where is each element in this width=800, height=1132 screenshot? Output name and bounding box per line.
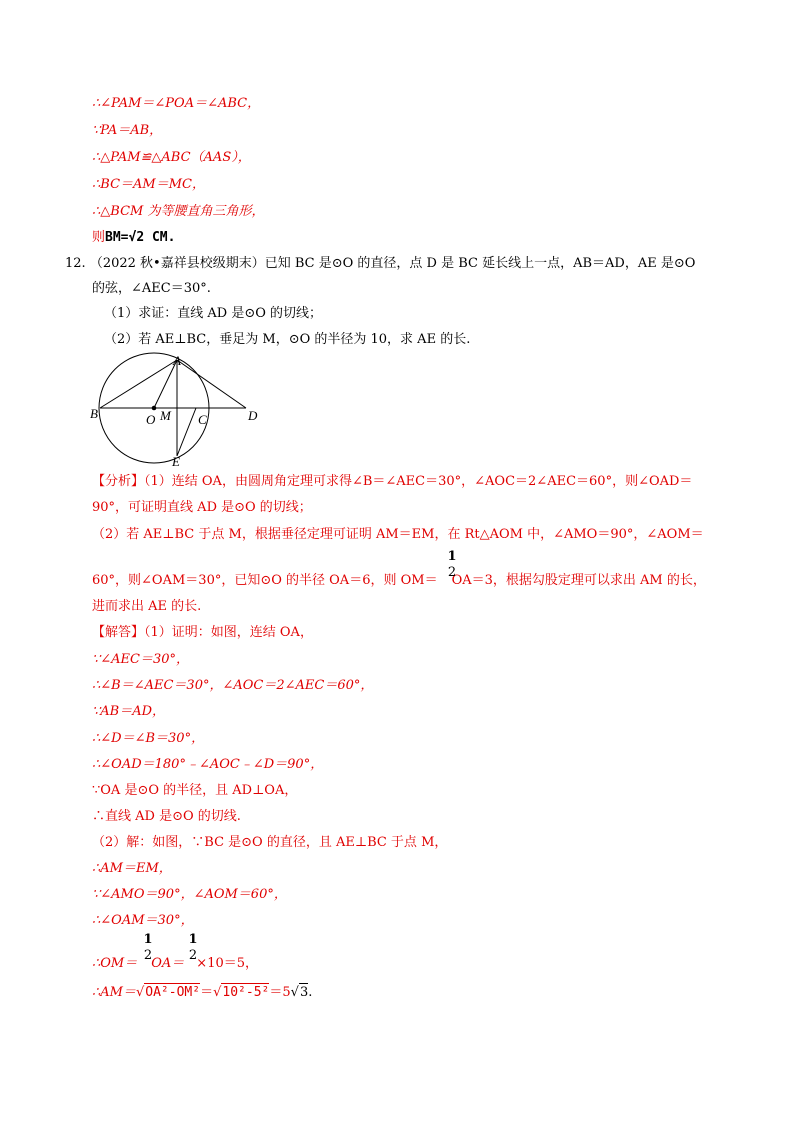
question-2: （2）若 AE⊥BC，垂足为 M，⊙O 的半径为 10，求 AE 的长. — [104, 332, 471, 347]
label-o: O — [146, 412, 156, 427]
analysis-line — [92, 572, 706, 590]
line-ad — [177, 360, 246, 408]
analysis-line: 进而求出 AE 的长. — [92, 599, 202, 614]
solution-line: ∴∠B＝∠AEC＝30°，∠AOC＝2∠AEC＝60°， — [92, 678, 374, 693]
fraction-numerator: 1 — [447, 549, 457, 564]
problem-line-1 — [65, 255, 695, 273]
bm-prefix: 则 — [92, 230, 106, 245]
answer-line: ∴BC＝AM＝MC， — [92, 177, 205, 192]
radicand-1: OA²-OM² — [145, 985, 201, 1000]
solution-line: ∵∠AEC＝30°， — [92, 652, 190, 667]
line-ec — [177, 408, 196, 456]
om-lhs: ∴OM＝ — [92, 956, 138, 971]
analysis-line: 90°，可证明直线 AD 是⊙O 的切线； — [92, 500, 312, 515]
solution-line: ∴∠OAM＝30°， — [92, 913, 194, 928]
label-d: D — [248, 408, 258, 423]
period: . — [308, 985, 313, 1000]
am-lhs: ∴AM＝ — [92, 985, 136, 1000]
am-result-coef: ＝5 — [269, 985, 291, 1000]
fraction-denominator: 2 — [143, 948, 153, 963]
analysis-line: （2）若 AE⊥BC 于点 M，根据垂径定理可证明 AM＝EM，在 Rt△AOM 中，∠AMO＝90°，∠AOM＝ — [92, 527, 704, 542]
solution-line: ∴直线 AD 是⊙O 的切线. — [92, 809, 241, 824]
bm-formula: BM=√2 CM. — [105, 230, 176, 245]
equals-sign: ＝ — [200, 985, 214, 1000]
analysis-text-b: OA＝3，根据勾股定理可以求出 AM 的长， — [451, 573, 706, 588]
answer-line: ∴△BCM 为等腰直角三角形， — [92, 204, 265, 219]
analysis-line: 【分析】（1）连结 OA，由圆周角定理可求得∠B＝∠AEC＝30°，∠AOC＝2∠AEC＝60°，则∠OAD＝ — [92, 474, 693, 489]
question-1: （1）求证：直线 AD 是⊙O 的切线； — [104, 306, 323, 321]
geometry-figure — [88, 352, 268, 467]
sqrt-sign: √ — [290, 985, 299, 1000]
fraction-denominator: 2 — [447, 565, 457, 580]
sqrt-sign: √ — [135, 985, 145, 1000]
om-result: ×10＝5， — [196, 956, 259, 971]
bm-line — [92, 229, 175, 247]
label-e: E — [172, 454, 180, 467]
label-m: M — [160, 408, 171, 423]
fraction-numerator: 1 — [143, 932, 153, 947]
am-equation — [92, 983, 312, 1002]
om-middle: OA＝ — [151, 956, 185, 971]
solution-line: ∴AM＝EM， — [92, 861, 172, 876]
center-point — [152, 406, 157, 411]
fraction-denominator: 2 — [188, 948, 198, 963]
fraction-numerator: 1 — [188, 932, 198, 947]
fraction-half — [445, 550, 459, 580]
solution-line: ∴∠OAD＝180°﹣∠AOC﹣∠D＝90°， — [92, 757, 324, 772]
label-c: C — [198, 412, 207, 427]
radicand-2: 10²-5² — [222, 985, 270, 1000]
solution-line: ∵OA 是⊙O 的半径，且 AD⊥OA， — [92, 783, 298, 798]
problem-text: （2022 秋•嘉祥县校级期末）已知 BC 是⊙O 的直径，点 D 是 BC 延长线上一点，AB＝AD，AE 是⊙O — [89, 256, 696, 271]
solution-line: ∵∠AMO＝90°，∠AOM＝60°， — [92, 887, 287, 902]
problem-line-2: 的弦，∠AEC＝30°. — [92, 281, 211, 296]
sqrt-sign: √ — [213, 985, 222, 1000]
solution-line: ∵AB＝AD， — [92, 704, 166, 719]
answer-line: ∴△PAM≌△ABC（AAS）， — [92, 150, 251, 165]
solution-line: （2）解：如图，∵BC 是⊙O 的直径，且 AE⊥BC 于点 M， — [92, 835, 448, 850]
label-a: A — [173, 353, 181, 368]
om-equation — [92, 955, 258, 973]
answer-line: ∴∠PAM＝∠POA＝∠ABC， — [92, 96, 261, 111]
answer-line: ∵PA＝AB， — [92, 123, 163, 138]
problem-number: 12. — [65, 256, 86, 271]
analysis-text-a: 60°，则∠OAM＝30°，已知⊙O 的半径 OA＝6，则 OM＝ — [92, 573, 438, 588]
solution-line: ∴∠D＝∠B＝30°， — [92, 731, 205, 746]
radicand-3: 3 — [299, 985, 309, 1000]
solution-line: 【解答】（1）证明：如图，连结 OA， — [92, 625, 313, 640]
label-b: B — [90, 406, 98, 421]
